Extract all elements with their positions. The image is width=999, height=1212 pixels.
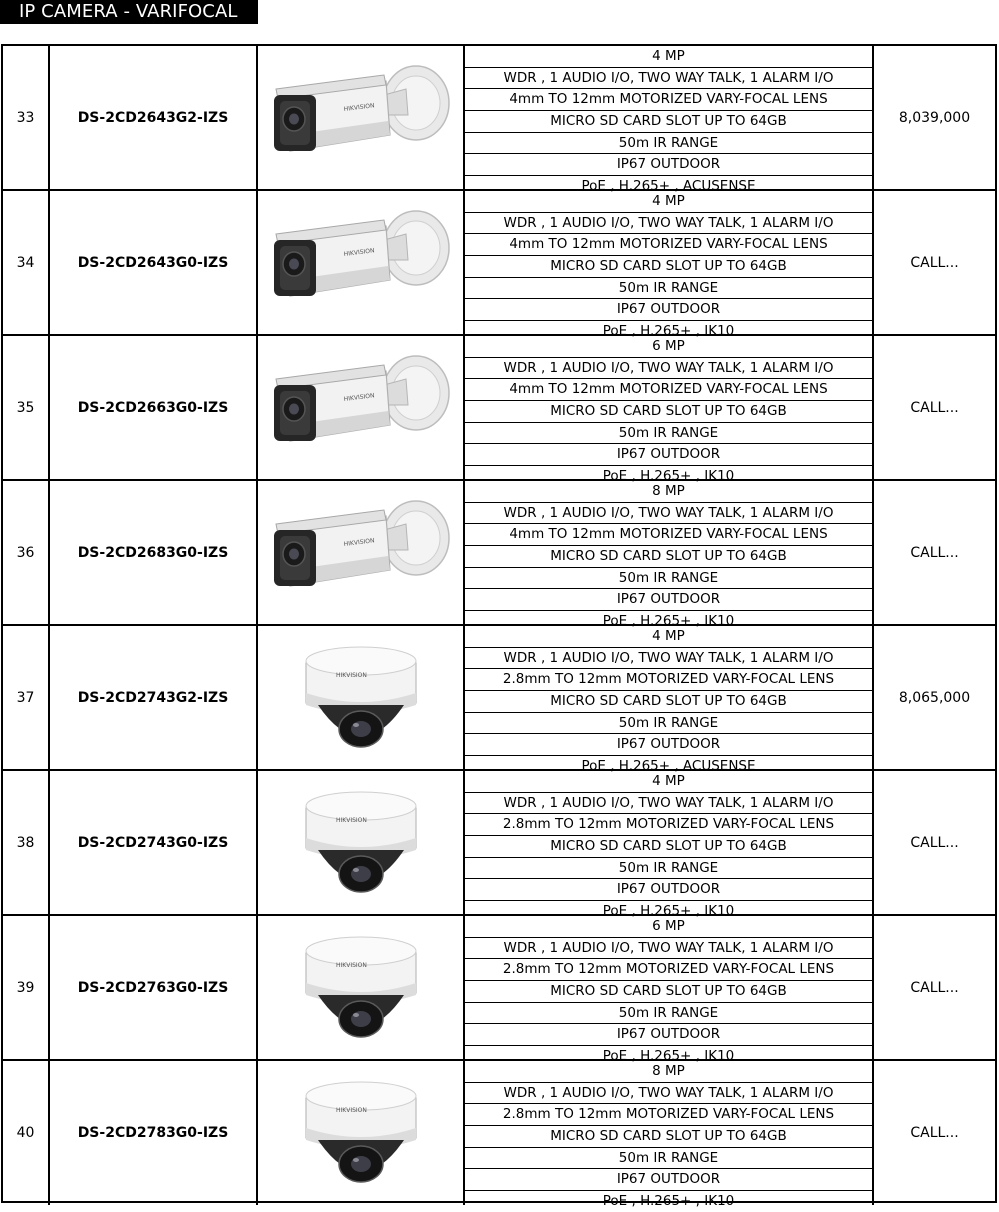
item-number: 33: [3, 46, 50, 189]
price: CALL...: [910, 399, 959, 416]
spec-line: WDR , 1 AUDIO I/O, TWO WAY TALK, 1 ALARM I/O: [465, 503, 872, 525]
spec-line: MICRO SD CARD SLOT UP TO 64GB: [465, 1126, 872, 1148]
bullet-camera-icon: [266, 488, 456, 618]
spec-list: [465, 626, 874, 775]
bullet-camera-icon: [266, 198, 456, 328]
spec-line: WDR , 1 AUDIO I/O, TWO WAY TALK, 1 ALARM I/O: [465, 793, 872, 815]
spec-line: 50m IR RANGE: [465, 133, 872, 155]
spec-line: 4mm TO 12mm MOTORIZED VARY-FOCAL LENS: [465, 234, 872, 256]
model-code: DS-2CD2743G0-IZS: [50, 771, 258, 914]
spec-line: 4mm TO 12mm MOTORIZED VARY-FOCAL LENS: [465, 89, 872, 111]
product-image: [258, 771, 465, 914]
spec-line: 8 MP: [465, 1061, 872, 1083]
price: 8,065,000: [898, 689, 971, 706]
spec-list: [465, 46, 874, 195]
spec-line: MICRO SD CARD SLOT UP TO 64GB: [465, 691, 872, 713]
dome-camera-icon: [266, 778, 456, 908]
model-code: DS-2CD2683G0-IZS: [50, 481, 258, 624]
spec-line: PoE , H.265+ , IK10: [602, 323, 735, 340]
item-number: 36: [3, 481, 50, 624]
spec-line: IP67 OUTDOOR: [465, 589, 872, 611]
product-image: [258, 626, 465, 769]
spec-line: MICRO SD CARD SLOT UP TO 64GB: [465, 401, 872, 423]
spec-line: WDR , 1 AUDIO I/O, TWO WAY TALK, 1 ALARM I/O: [465, 358, 872, 380]
svg-text:HIKVISION: HIKVISION: [335, 961, 367, 969]
product-image: [258, 481, 465, 624]
product-image: [258, 1061, 465, 1205]
table-row: [3, 771, 995, 920]
spec-line: 50m IR RANGE: [465, 1148, 872, 1170]
svg-text:HIKVISION: HIKVISION: [342, 391, 375, 403]
spec-line: IP67 OUTDOOR: [465, 154, 872, 176]
spec-list: [465, 771, 874, 920]
spec-line: MICRO SD CARD SLOT UP TO 64GB: [465, 111, 872, 133]
model-code: DS-2CD2763G0-IZS: [50, 916, 258, 1059]
dome-camera-icon: [266, 633, 456, 763]
spec-line: 50m IR RANGE: [465, 713, 872, 735]
spec-line: PoE , H.265+ , IK10: [602, 903, 735, 920]
table-row: [3, 626, 995, 775]
spec-line: PoE , H.265+ , ACUSENSE: [581, 758, 756, 775]
spec-list: [465, 1061, 874, 1210]
item-number: 40: [3, 1061, 50, 1205]
spec-line: 4mm TO 12mm MOTORIZED VARY-FOCAL LENS: [465, 379, 872, 401]
spec-line: 50m IR RANGE: [465, 568, 872, 590]
spec-line: 4 MP: [465, 46, 872, 68]
item-number: 38: [3, 771, 50, 914]
bullet-camera-icon: [266, 53, 456, 183]
spec-line: MICRO SD CARD SLOT UP TO 64GB: [465, 546, 872, 568]
svg-text:HIKVISION: HIKVISION: [335, 1107, 367, 1114]
spec-line: PoE , H.265+ , ACUSENSE: [581, 178, 756, 195]
table-row: [3, 481, 995, 630]
spec-line: 50m IR RANGE: [465, 423, 872, 445]
table-row: [3, 336, 995, 485]
spec-line: 50m IR RANGE: [465, 278, 872, 300]
table-row: [3, 916, 995, 1065]
table-row: [3, 191, 995, 340]
spec-line: IP67 OUTDOOR: [465, 734, 872, 756]
model-code: DS-2CD2643G2-IZS: [50, 46, 258, 189]
spec-line: 2.8mm TO 12mm MOTORIZED VARY-FOCAL LENS: [465, 959, 872, 981]
spec-line: WDR , 1 AUDIO I/O, TWO WAY TALK, 1 ALARM I/O: [465, 213, 872, 235]
product-image: [258, 916, 465, 1059]
product-image: [258, 191, 465, 334]
table-row: [3, 1061, 995, 1210]
price: CALL...: [910, 1125, 959, 1141]
page-title: IP CAMERA - VARIFOCAL: [0, 0, 258, 24]
price: 8,039,000: [898, 109, 971, 126]
item-number: 39: [3, 916, 50, 1059]
spec-line: 4 MP: [465, 626, 872, 648]
svg-text:HIKVISION: HIKVISION: [342, 101, 375, 113]
spec-list: [465, 916, 874, 1065]
table-row: [3, 46, 995, 195]
price: CALL...: [910, 979, 959, 996]
spec-line: IP67 OUTDOOR: [465, 299, 872, 321]
spec-line: WDR , 1 AUDIO I/O, TWO WAY TALK, 1 ALARM I/O: [465, 1083, 872, 1105]
spec-line: 50m IR RANGE: [465, 1003, 872, 1025]
spec-list: [465, 191, 874, 340]
spec-line: 50m IR RANGE: [465, 858, 872, 880]
spec-line: 2.8mm TO 12mm MOTORIZED VARY-FOCAL LENS: [465, 814, 872, 836]
item-number: 37: [3, 626, 50, 769]
price: CALL...: [910, 254, 959, 271]
spec-line: WDR , 1 AUDIO I/O, TWO WAY TALK, 1 ALARM I/O: [465, 648, 872, 670]
item-number: 35: [3, 336, 50, 479]
spec-line: IP67 OUTDOOR: [465, 879, 872, 901]
spec-line: IP67 OUTDOOR: [465, 1024, 872, 1046]
product-image: [258, 336, 465, 479]
spec-line: WDR , 1 AUDIO I/O, TWO WAY TALK, 1 ALARM I/O: [465, 938, 872, 960]
spec-line: 6 MP: [465, 916, 872, 938]
item-number: 34: [3, 191, 50, 334]
spec-line: 2.8mm TO 12mm MOTORIZED VARY-FOCAL LENS: [465, 669, 872, 691]
spec-list: [465, 481, 874, 630]
spec-line: MICRO SD CARD SLOT UP TO 64GB: [465, 836, 872, 858]
spec-line: 4mm TO 12mm MOTORIZED VARY-FOCAL LENS: [465, 524, 872, 546]
price: CALL...: [910, 544, 959, 561]
spec-line: PoE , H.265+ , IK10: [602, 468, 735, 485]
model-code: DS-2CD2643G0-IZS: [50, 191, 258, 334]
svg-text:HIKVISION: HIKVISION: [335, 816, 367, 824]
spec-line: IP67 OUTDOOR: [465, 1169, 872, 1191]
model-code: DS-2CD2663G0-IZS: [50, 336, 258, 479]
dome-camera-icon: [266, 923, 456, 1053]
spec-line: 8 MP: [465, 481, 872, 503]
spec-line: MICRO SD CARD SLOT UP TO 64GB: [465, 981, 872, 1003]
spec-line: IP67 OUTDOOR: [465, 444, 872, 466]
product-image: [258, 46, 465, 189]
spec-line: PoE , H.265+ , IK10: [602, 613, 735, 630]
bullet-camera-icon: [266, 343, 456, 473]
svg-text:HIKVISION: HIKVISION: [342, 536, 375, 548]
spec-line: PoE , H.265+ , IK10: [602, 1193, 735, 1210]
dome-camera-icon: [266, 1068, 456, 1198]
spec-line: 6 MP: [465, 336, 872, 358]
spec-line: WDR , 1 AUDIO I/O, TWO WAY TALK, 1 ALARM I/O: [465, 68, 872, 90]
spec-line: 4 MP: [465, 771, 872, 793]
spec-line: PoE , H.265+ , IK10: [602, 1048, 735, 1065]
product-price-table: [1, 44, 997, 1210]
svg-text:HIKVISION: HIKVISION: [335, 671, 367, 679]
spec-line: 2.8mm TO 12mm MOTORIZED VARY-FOCAL LENS: [465, 1104, 872, 1126]
svg-text:HIKVISION: HIKVISION: [342, 246, 375, 258]
spec-line: 4 MP: [465, 191, 872, 213]
spec-list: [465, 336, 874, 485]
price: CALL...: [910, 834, 959, 851]
model-code: DS-2CD2783G0-IZS: [50, 1061, 258, 1205]
spec-line: MICRO SD CARD SLOT UP TO 64GB: [465, 256, 872, 278]
model-code: DS-2CD2743G2-IZS: [50, 626, 258, 769]
